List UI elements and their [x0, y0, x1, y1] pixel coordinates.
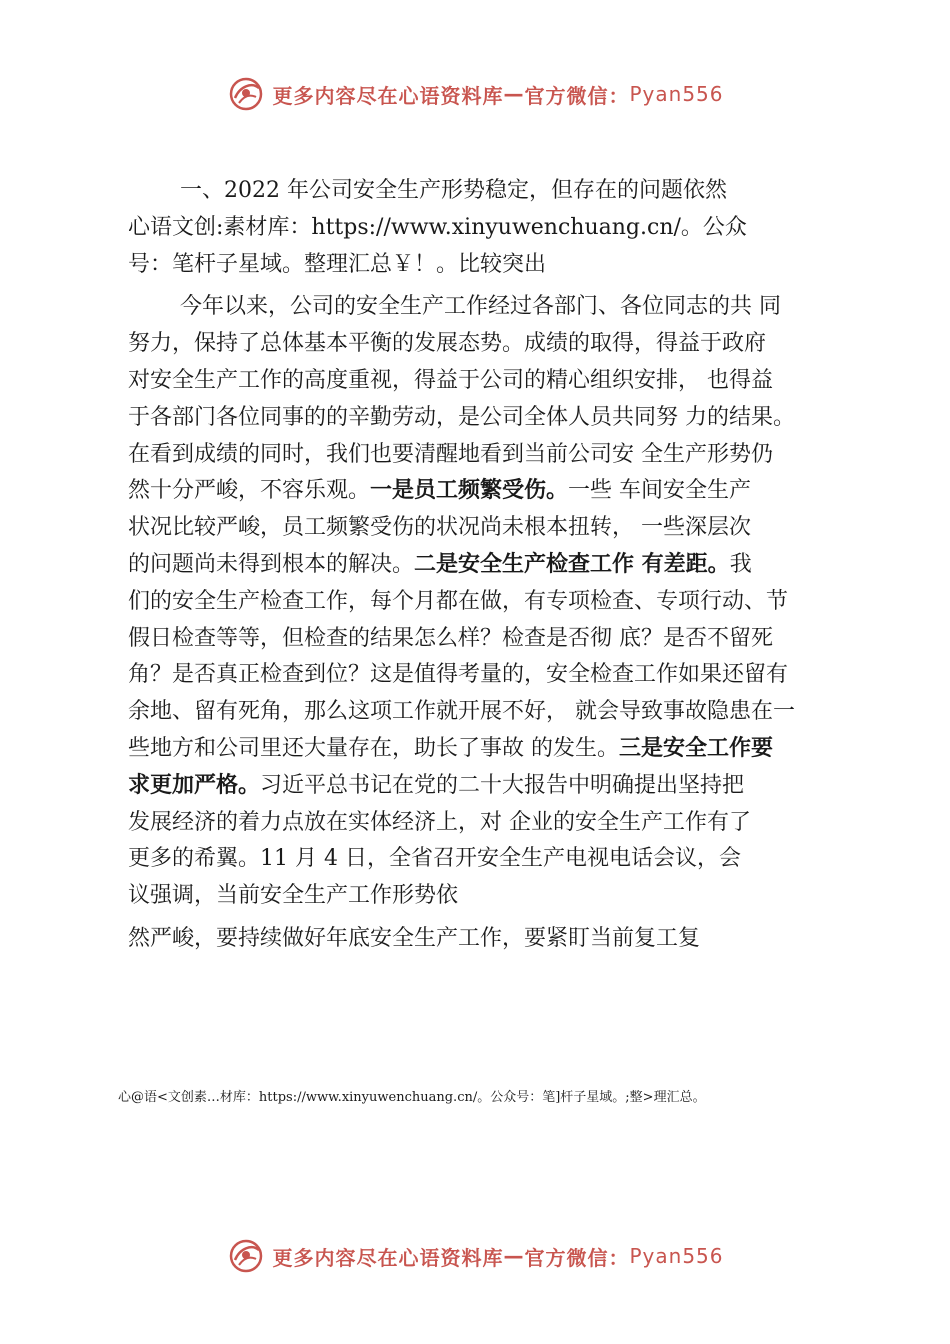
- paragraph-line: 们的安全生产检查工作，每个月都在做，有专项检查、专项行动、节: [128, 588, 789, 614]
- paragraph-line: [128, 547, 858, 584]
- banner-wechat-label: 官方微信：: [524, 83, 630, 108]
- paragraph-line: 今年以来，公司的安全生产工作经过各部门、各位同志的共 同: [180, 294, 781, 320]
- highlight-point-two: 二是安全生产检查工作 有差距。: [414, 551, 730, 577]
- banner-site-name: 更多内容尽在心语资料库: [272, 83, 504, 108]
- brand-logo-icon: [226, 74, 266, 114]
- section-heading-line-1: 一、2022 年公司安全生产形势稳定，但存在的问题依然: [180, 178, 727, 203]
- paragraph-line: 在看到成绩的同时，我们也要清醒地看到当前公司安 全生产形势仍: [128, 441, 773, 467]
- highlight-point-one: 一是员工频繁受伤。: [370, 478, 569, 504]
- banner-dash: —: [503, 1244, 525, 1268]
- plain-text: 然十分严峻，不容乐观。: [128, 478, 371, 504]
- paragraph-line: [128, 473, 858, 510]
- plain-text: 习近平总书记在党的二十大报告中明确提出坚持把: [260, 772, 745, 798]
- plain-text: 一些 车间安全生产: [568, 478, 752, 504]
- paragraph-line: [128, 768, 858, 805]
- highlight-point-three-cont: 求更加严格。: [128, 772, 261, 798]
- banner-dash: —: [503, 82, 525, 106]
- paragraph-line: 余地、留有死角，那么这项工作就开展不好， 就会导致事故隐患在一: [128, 699, 795, 725]
- paragraph-line: 发展经济的着力点放在实体经济上，对 企业的安全生产工作有了: [128, 809, 751, 835]
- header-banner: [0, 70, 950, 118]
- section-heading-line-3: 号：笔杆子星域。整理汇总￥！。比较突出: [128, 251, 547, 277]
- plain-text: 些地方和公司里还大量存在，助长了事故 的发生。: [128, 735, 619, 761]
- article-body: [128, 173, 858, 958]
- paragraph-line: 状况比较严峻，员工频繁受伤的状况尚未根本扭转， 一些深层次: [128, 515, 751, 541]
- highlight-point-three: 三是安全工作要: [619, 735, 774, 761]
- banner-wechat-id: Pyan556: [629, 1244, 724, 1268]
- plain-text: 我: [729, 551, 752, 577]
- paragraph-line: 对安全生产工作的高度重视，得益于公司的精心组织安排， 也得益: [128, 367, 773, 393]
- paragraph-line: 角？是否真正检查到位？这是值得考量的，安全检查工作如果还留有: [128, 662, 789, 688]
- paragraph-line: 然严峻，要持续做好年底安全生产工作，要紧盯当前复工复: [128, 925, 701, 951]
- banner-wechat-label: 官方微信：: [524, 1245, 630, 1270]
- section-heading-line-2: 心语文创:素材库：https://www.xinyuwenchuang.cn/。公众: [128, 214, 747, 240]
- paragraph-line: 更多的希翼。11 月 4 日，全省召开安全生产电视电话会议，会: [128, 846, 741, 872]
- paragraph-line: 努力，保持了总体基本平衡的发展态势。成绩的取得，得益于政府: [128, 331, 767, 357]
- source-footnote: 心@语<文创素…材库：https://www.xinyuwenchuang.cn/。公众号：笔]杆子星域。;整>理汇总。: [118, 1090, 706, 1105]
- footer-banner: [0, 1232, 950, 1280]
- banner-wechat-id: Pyan556: [629, 82, 724, 106]
- paragraph-line: 于各部门各位同事的的辛勤劳动，是公司全体人员共同努 力的结果。: [128, 404, 795, 430]
- paragraph-line: 议强调，当前安全生产工作形势依: [128, 883, 459, 909]
- paragraph-line: 假日检查等等，但检查的结果怎么样？检查是否彻 底？是否不留死: [128, 625, 773, 651]
- paragraph-line: [128, 731, 858, 768]
- brand-logo-icon: [226, 1236, 266, 1276]
- plain-text: 的问题尚未得到根本的解决。: [128, 551, 415, 577]
- banner-site-name: 更多内容尽在心语资料库: [272, 1245, 504, 1270]
